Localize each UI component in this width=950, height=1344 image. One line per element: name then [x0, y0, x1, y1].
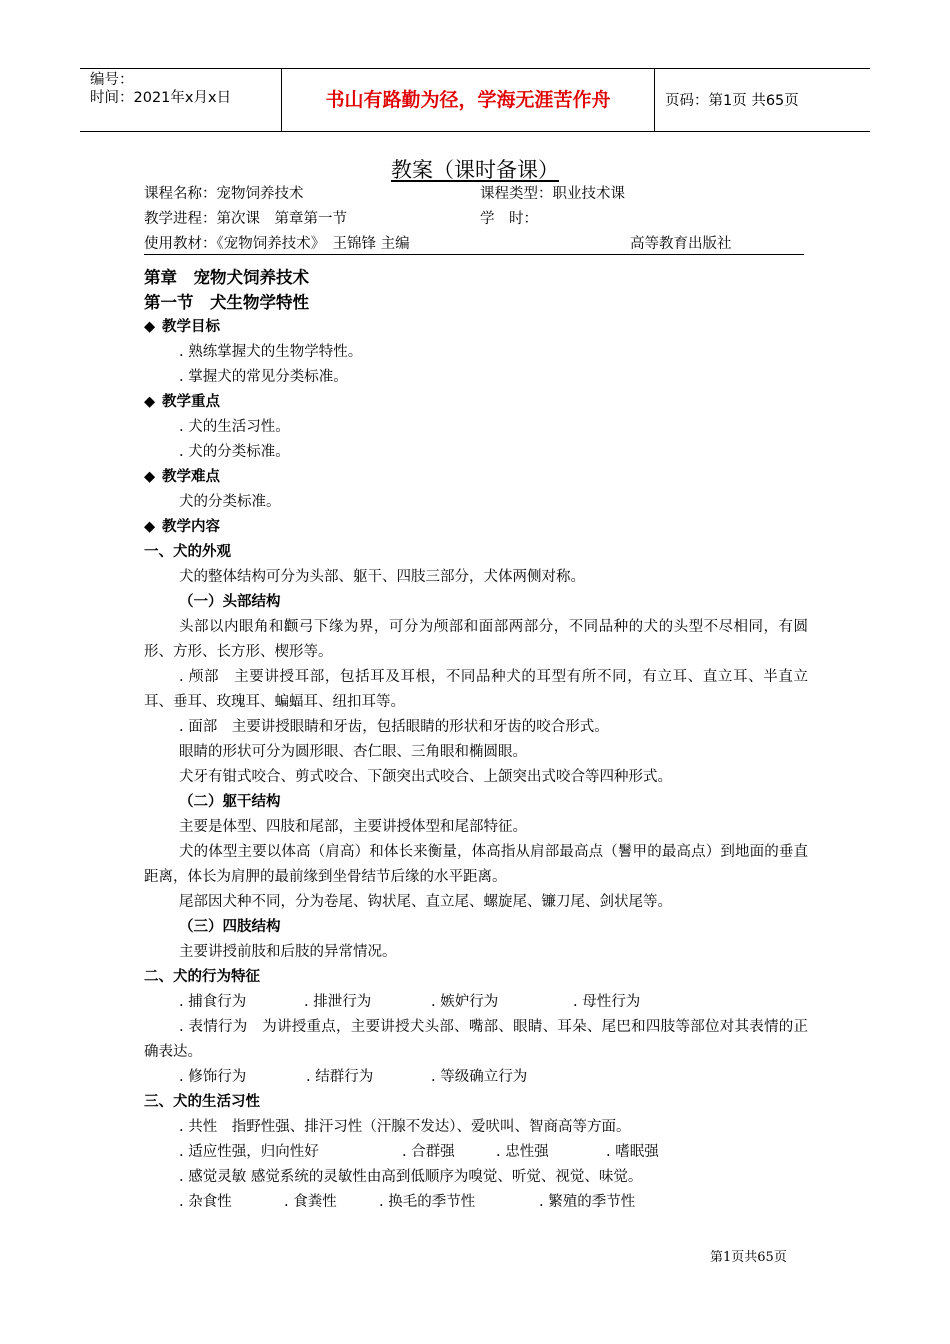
- subsection-heading: （一）头部结构: [179, 594, 281, 610]
- paragraph: 头部以内眼角和颧弓下缘为界，可分为颅部和面部两部分，不同品种的犬的头型不尽相同，有圆形、方形、长方形、楔形等。: [144, 619, 808, 660]
- content-heading: ◆ 教学内容: [144, 515, 808, 540]
- section-3-heading: 三、犬的生活习性: [144, 1094, 260, 1110]
- page-title: 教案（课时备课）: [391, 158, 559, 182]
- page-footer: 第1页共65页: [710, 1250, 787, 1265]
- section-1-heading: 一、犬的外观: [144, 544, 231, 560]
- paragraph: 尾部因犬种不同，分为卷尾、钩状尾、直立尾、螺旋尾、镰刀尾、剑状尾等。: [179, 894, 672, 910]
- behavior-list: [144, 990, 808, 1015]
- diamond-bullet-icon: ◆: [144, 469, 156, 485]
- document-header: [80, 68, 870, 132]
- paragraph: . 颅部 主要讲授耳部，包括耳及耳根，不同品种犬的耳型有所不同，有立耳、直立耳、半直立耳、垂耳、玫瑰耳、蝙蝠耳、纽扣耳等。: [144, 669, 808, 710]
- paragraph: . 共性 指野性强、排汗习性（汗腺不发达）、爱吠叫、智商高等方面。: [179, 1119, 631, 1135]
- list-item: . 适应性强，归向性好: [179, 1144, 319, 1160]
- list-item: . 繁殖的季节性: [539, 1194, 636, 1210]
- paragraph: . 感觉灵敏 感觉系统的灵敏性由高到低顺序为嗅觉、听觉、视觉、味觉。: [179, 1169, 643, 1185]
- diamond-bullet-icon: ◆: [144, 394, 156, 410]
- code-label: 编号：: [90, 72, 134, 88]
- difficulty-item: 犬的分类标准。: [179, 494, 281, 510]
- section-2-heading: 二、犬的行为特征: [144, 969, 260, 985]
- header-divider: [654, 69, 655, 131]
- key-point-item: . 犬的生活习性。: [179, 419, 290, 435]
- list-item: . 结群行为: [306, 1069, 374, 1085]
- difficulty-heading: ◆ 教学难点: [144, 465, 808, 490]
- list-item: . 嫉妒行为: [431, 994, 499, 1010]
- subsection-heading: （二）躯干结构: [179, 794, 281, 810]
- paragraph: . 面部 主要讲授眼睛和牙齿，包括眼睛的形状和牙齿的咬合形式。: [179, 719, 609, 735]
- diamond-bullet-icon: ◆: [144, 519, 156, 535]
- lesson-content: [144, 265, 808, 1215]
- list-item: . 合群强: [402, 1144, 455, 1160]
- chapter-heading: 第章 宠物犬饲养技术: [144, 268, 309, 287]
- paragraph: 犬的体型主要以体高（肩高）和体长来衡量，体高指从肩部最高点（鬐甲的最高点）到地面的垂直距离，体长为肩胛的最前缘到坐骨结节后缘的水平距离。: [144, 844, 808, 885]
- header-motto: 书山有路勤为径，学海无涯苦作舟: [325, 89, 611, 111]
- behavior-list: [144, 1065, 808, 1090]
- publisher: 高等教育出版社: [630, 236, 732, 252]
- subsection-heading: （三）四肢结构: [179, 919, 281, 935]
- habit-list: [144, 1190, 808, 1215]
- list-item: . 母性行为: [573, 994, 641, 1010]
- list-item: . 换毛的季节性: [379, 1194, 476, 1210]
- course-name: 课程名称：宠物饲养技术: [144, 186, 304, 202]
- class-hours: 学 时：: [480, 211, 538, 227]
- paragraph: . 表情行为 为讲授重点，主要讲授犬头部、嘴部、眼睛、耳朵、尾巴和四肢等部位对其表情的正确表达。: [144, 1019, 808, 1060]
- teaching-progress: 教学进程：第次课 第章第一节: [144, 211, 347, 227]
- header-page-info: 页码：第1页 共65页: [665, 93, 799, 109]
- habit-list: [144, 1140, 808, 1165]
- paragraph: 犬牙有钳式咬合、剪式咬合、下颌突出式咬合、上颌突出式咬合等四种形式。: [179, 769, 672, 785]
- key-point-item: . 犬的分类标准。: [179, 444, 290, 460]
- course-type: 课程类型：职业技术课: [480, 186, 625, 202]
- key-points-heading: ◆ 教学重点: [144, 390, 808, 415]
- time-label: 时间：2021年x月x日: [90, 90, 232, 106]
- list-item: . 捕食行为: [179, 994, 247, 1010]
- header-divider: [281, 69, 282, 131]
- list-item: . 忠性强: [496, 1144, 549, 1160]
- paragraph: 主要是体型、四肢和尾部，主要讲授体型和尾部特征。: [179, 819, 527, 835]
- header-info: [90, 71, 231, 107]
- section-heading: 第一节 犬生物学特性: [144, 293, 309, 312]
- list-item: . 排泄行为: [304, 994, 372, 1010]
- goals-heading: ◆ 教学目标: [144, 315, 808, 340]
- paragraph: 犬的整体结构可分为头部、躯干、四肢三部分，犬体两侧对称。: [179, 569, 585, 585]
- list-item: . 嗜眠强: [606, 1144, 659, 1160]
- paragraph: 眼睛的形状可分为圆形眼、杏仁眼、三角眼和椭圆眼。: [179, 744, 527, 760]
- list-item: . 食粪性: [284, 1194, 337, 1210]
- goal-item: . 掌握犬的常见分类标准。: [179, 369, 348, 385]
- list-item: . 修饰行为: [179, 1069, 247, 1085]
- textbook: 使用教材：《宠物饲养技术》 王锦锋 主编: [144, 236, 410, 252]
- meta-divider: [144, 254, 804, 255]
- list-item: . 杂食性: [179, 1194, 232, 1210]
- diamond-bullet-icon: ◆: [144, 319, 156, 335]
- goal-item: . 熟练掌握犬的生物学特性。: [179, 344, 363, 360]
- paragraph: 主要讲授前肢和后肢的异常情况。: [179, 944, 397, 960]
- list-item: . 等级确立行为: [431, 1069, 528, 1085]
